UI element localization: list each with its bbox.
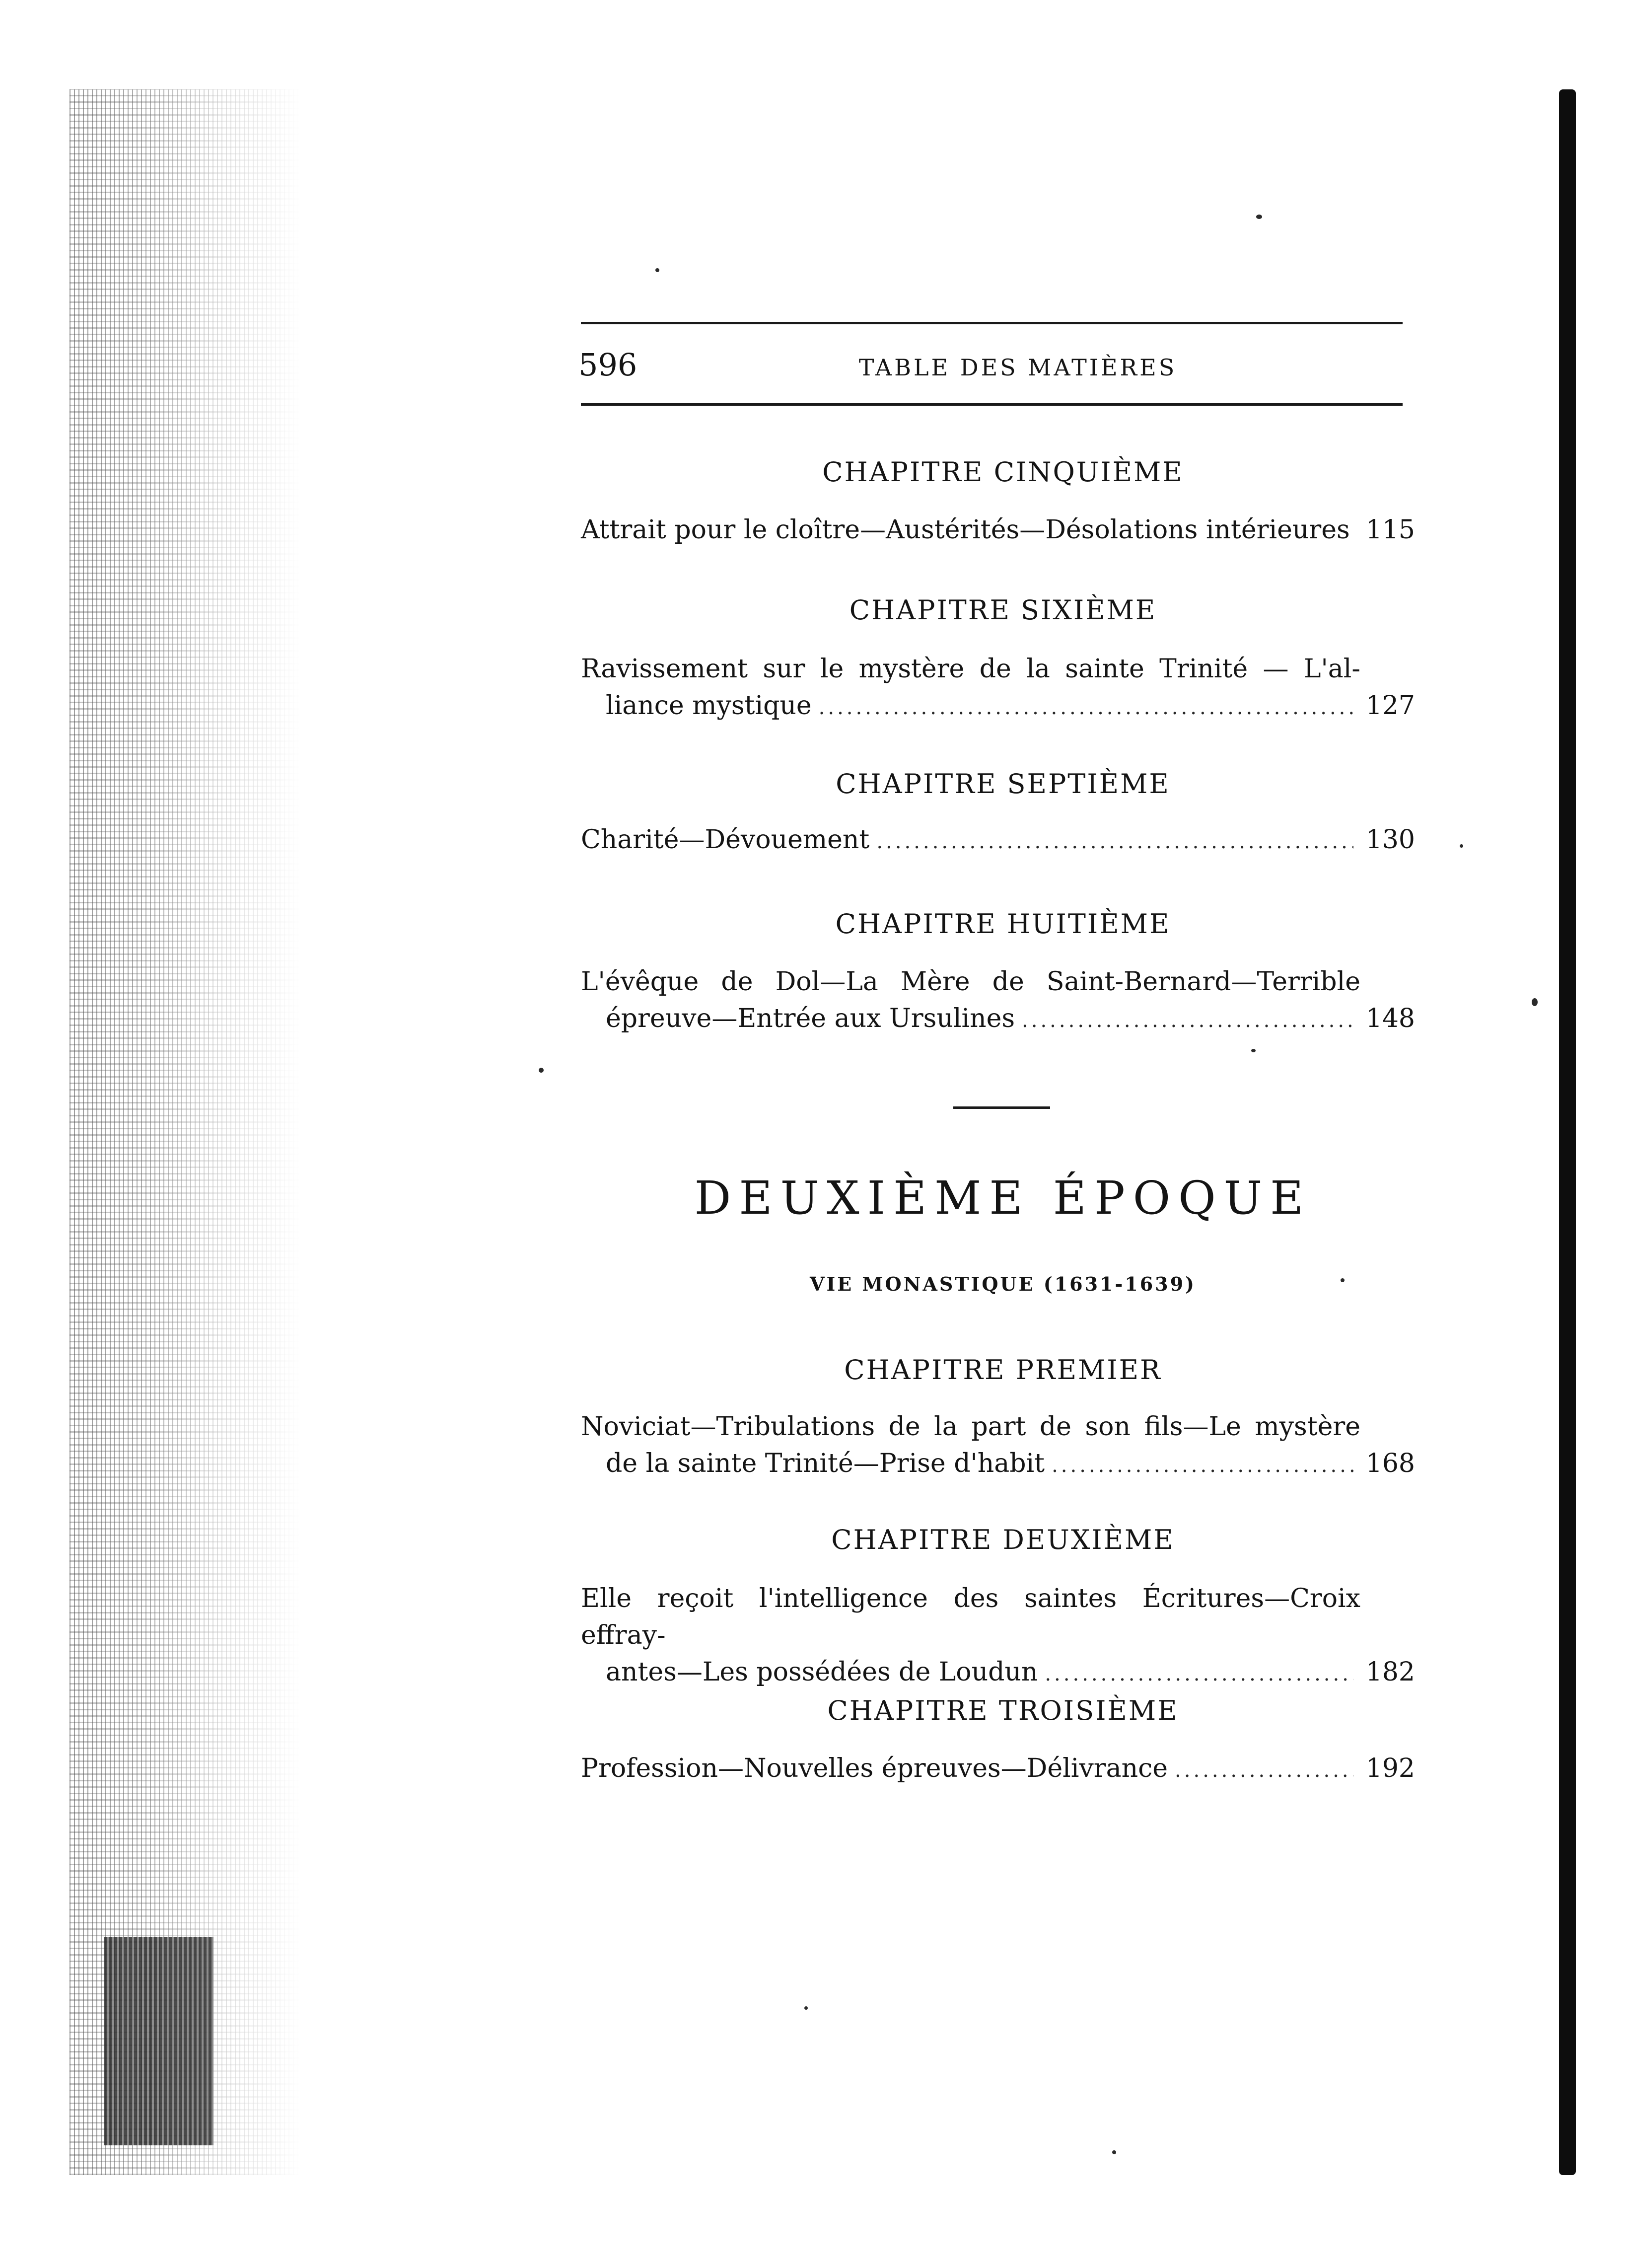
scan-speck [1112,2150,1116,2154]
chapter-heading: CHAPITRE HUITIÈME [835,908,1171,940]
toc-entry [581,1408,1415,1484]
dot-leader [1045,1656,1353,1692]
toc-entry [581,512,1415,548]
toc-entry [581,1580,1415,1692]
toc-page-ref: 115 [1365,515,1415,545]
chapter-heading: CHAPITRE PREMIER [844,1354,1162,1386]
header-rule-top [581,322,1403,324]
epoch-title: DEUXIÈME ÉPOQUE [694,1171,1312,1225]
section-divider [953,1106,1050,1109]
chapter-heading: CHAPITRE TROISIÈME [827,1695,1179,1726]
toc-entry-text: L'évêque de Dol—La Mère de Saint-Bernard—Terrible [581,967,1360,997]
toc-entry [581,651,1415,726]
chapter-heading: CHAPITRE SEPTIÈME [836,768,1170,800]
binding-edge-dark-patch [104,1937,213,2145]
toc-page-ref: 168 [1365,1449,1415,1478]
chapter-heading: CHAPITRE SIXIÈME [849,594,1157,626]
toc-entry [581,963,1415,1039]
scan-speck [804,2006,808,2010]
toc-page-ref: 148 [1365,1004,1415,1033]
dot-leader [1022,1002,1353,1039]
scan-speck [1256,215,1262,219]
toc-entry-text: Elle reçoit l'intelligence des saintes Écritures—Croix effray- [581,1584,1360,1650]
header-rule-bottom [581,403,1403,406]
toc-page-ref: 182 [1365,1657,1415,1687]
toc-entry-text: épreuve—Entrée aux Ursulines [606,1004,1015,1033]
toc-entry-text: liance mystique [606,691,812,721]
dot-leader [1175,1752,1353,1789]
toc-entry [581,1750,1415,1789]
chapter-heading: CHAPITRE CINQUIÈME [822,456,1184,488]
toc-entry-text: Charité—Dévouement [581,825,870,855]
dot-leader [819,689,1353,726]
toc-entry [581,821,1415,860]
scan-speck [1341,1278,1345,1282]
epoch-subtitle: VIE MONASTIQUE (1631-1639) [809,1273,1197,1295]
page-edge-bar [1559,89,1576,2175]
scan-speck [1460,844,1463,848]
toc-page-ref: 130 [1365,825,1415,855]
binding-edge-shadow [70,89,303,2175]
toc-entry-text: antes—Les possédées de Loudun [606,1657,1038,1687]
toc-page-ref: 127 [1365,691,1415,721]
scan-speck [655,268,659,272]
scan-speck [1251,1049,1256,1052]
toc-page-ref: 192 [1365,1754,1415,1783]
toc-entry-text: Attrait pour le cloître—Austérités—Désolations intérieures [581,515,1350,545]
scan-speck [1532,998,1538,1006]
scan-speck [539,1068,544,1073]
toc-entry-text: Noviciat—Tribulations de la part de son fils—Le mystère [581,1412,1360,1442]
chapter-heading: CHAPITRE DEUXIÈME [831,1524,1175,1555]
running-title: TABLE DES MATIÈRES [858,354,1177,381]
dot-leader [876,823,1353,860]
toc-entry-text: Profession—Nouvelles épreuves—Délivrance [581,1754,1168,1783]
dot-leader [1052,1447,1353,1484]
page-number: 596 [578,347,638,383]
toc-entry-text: de la sainte Trinité—Prise d'habit [606,1449,1045,1478]
toc-entry-text: Ravissement sur le mystère de la sainte Trinité — L'al- [581,654,1360,684]
